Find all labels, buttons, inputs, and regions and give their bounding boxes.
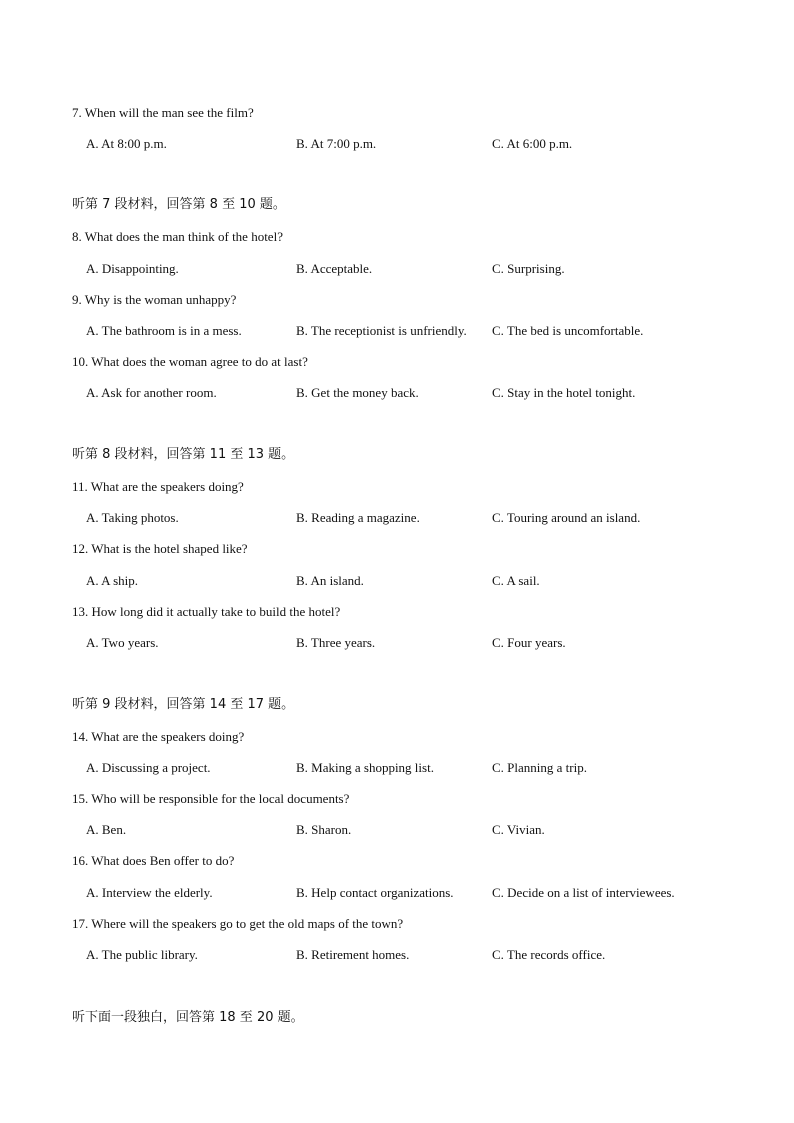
option-c: C. A sail. <box>492 573 540 588</box>
option-a: A. Interview the elderly. <box>86 885 213 900</box>
option-a: A. Taking photos. <box>86 510 179 525</box>
option-c: C. Decide on a list of interviewees. <box>492 885 675 900</box>
question-9: 9. Why is the woman unhappy? <box>72 292 237 307</box>
question-12: 12. What is the hotel shaped like? <box>72 541 248 556</box>
option-c: C. The records office. <box>492 947 606 962</box>
question-17: 17. Where will the speakers go to get the old maps of the town? <box>72 916 404 931</box>
option-c: C. The bed is uncomfortable. <box>492 323 644 338</box>
option-a: A. The bathroom is in a mess. <box>86 323 242 338</box>
option-b: B. Get the money back. <box>296 385 419 400</box>
question-11: 11. What are the speakers doing? <box>72 479 244 494</box>
option-b: B. The receptionist is unfriendly. <box>296 323 467 338</box>
option-c: C. Four years. <box>492 635 566 650</box>
option-c: C. Planning a trip. <box>492 760 587 775</box>
option-a: A. The public library. <box>86 947 198 962</box>
option-b: B. An island. <box>296 573 364 588</box>
option-a: A. Two years. <box>86 635 159 650</box>
option-c: C. Touring around an island. <box>492 510 641 525</box>
question-16: 16. What does Ben offer to do? <box>72 853 235 868</box>
question-8: 8. What does the man think of the hotel? <box>72 229 283 244</box>
section-heading-9: 听第 9 段材料，回答第 14 至 17 题。 <box>72 697 295 712</box>
option-b: B. Acceptable. <box>296 261 373 276</box>
option-a: A. Disappointing. <box>86 261 179 276</box>
option-b: B. Three years. <box>296 635 376 650</box>
option-b: B. At 7:00 p.m. <box>296 136 377 151</box>
option-a: A. Discussing a project. <box>86 760 211 775</box>
option-c: C. At 6:00 p.m. <box>492 136 573 151</box>
question-13: 13. How long did it actually take to build the hotel? <box>72 604 341 619</box>
section-heading-monologue: 听下面一段独白，回答第 18 至 20 题。 <box>72 1010 304 1025</box>
question-7: 7. When will the man see the film? <box>72 105 254 120</box>
question-14: 14. What are the speakers doing? <box>72 729 245 744</box>
option-b: B. Making a shopping list. <box>296 760 434 775</box>
option-b: B. Retirement homes. <box>296 947 410 962</box>
option-c: C. Stay in the hotel tonight. <box>492 385 636 400</box>
option-b: B. Help contact organizations. <box>296 885 454 900</box>
section-heading-8: 听第 8 段材料，回答第 11 至 13 题。 <box>72 447 295 462</box>
option-a: A. At 8:00 p.m. <box>86 136 167 151</box>
section-heading-7: 听第 7 段材料，回答第 8 至 10 题。 <box>72 197 286 212</box>
question-10: 10. What does the woman agree to do at last? <box>72 354 308 369</box>
option-a: A. Ben. <box>86 822 127 837</box>
option-c: C. Surprising. <box>492 261 565 276</box>
option-c: C. Vivian. <box>492 822 545 837</box>
option-a: A. A ship. <box>86 573 139 588</box>
option-b: B. Reading a magazine. <box>296 510 420 525</box>
question-15: 15. Who will be responsible for the local documents? <box>72 791 350 806</box>
option-a: A. Ask for another room. <box>86 385 217 400</box>
option-b: B. Sharon. <box>296 822 352 837</box>
